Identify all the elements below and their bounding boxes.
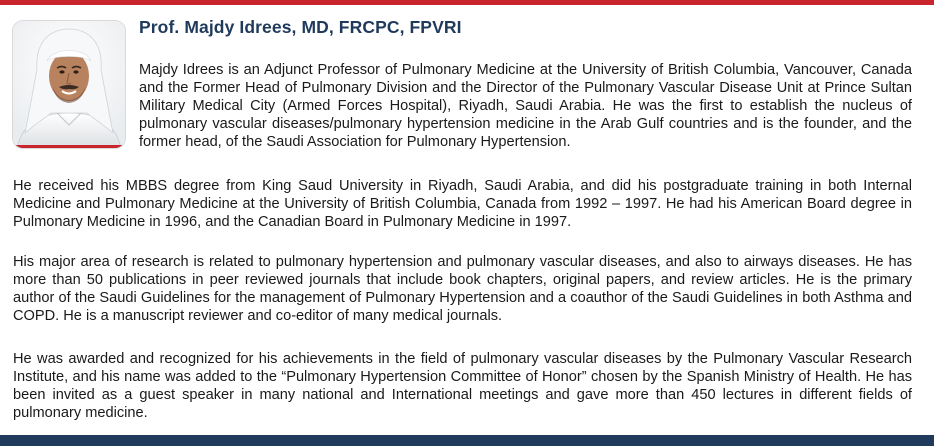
bio-paragraph-appointments: Majdy Idrees is an Adjunct Professor of Pulmonary Medicine at the University of British Columbia, Vancouver, Canada and the Former Head of Pulmonary Division and the Director of the Pulmonary Vascular Disease Unit at Prince Sultan Military Medical City (Armed Forces Hospital), Riyadh, Saudi Arabia. He was the first to establish the nucleus of pulmonary vascular diseases/pulmonary hypertension medicine in the Arab Gulf countries and is the founder, and the former head, of the Saudi Association for Pulmonary Hypertension. [139, 62, 912, 150]
bio-paragraph-research: His major area of research is related to pulmonary hypertension and pulmonary vascular diseases, and also to airways diseases. He has more than 50 publications in peer reviewed journals that include book chapters, original papers, and review articles. He is the primary author of the Saudi Guidelines for the management of Pulmonary Hypertension and a coauthor of the Saudi Guidelines in both Asthma and COPD. He is a manuscript reviewer and co-editor of many medical journals. [13, 254, 912, 324]
profile-photo [13, 21, 125, 148]
speaker-name: Prof. Majdy Idrees, MD, FRCPC, FPVRI [139, 17, 462, 37]
bottom-accent-bar [0, 435, 934, 446]
bio-paragraph-education: He received his MBBS degree from King Saud University in Riyadh, Saudi Arabia, and did his postgraduate training in both Internal Medicine and Pulmonary Medicine at the University of British Columbia, Canada from 1992 – 1997. He had his American Board degree in Pulmonary Medicine in 1996, and the Canadian Board in Pulmonary Medicine in 1997. [13, 178, 912, 230]
portrait-photo-icon [13, 21, 125, 148]
top-accent-bar [0, 0, 934, 5]
bio-paragraph-awards: He was awarded and recognized for his achievements in the field of pulmonary vascular diseases by the Pulmonary Vascular Research Institute, and his name was added to the “Pulmonary Hypertension Committee of Honor” chosen by the Spanish Ministry of Health. He has been invited as a guest speaker in many national and International meetings and gave more than 450 lectures in different fields of pulmonary medicine. [13, 351, 912, 421]
